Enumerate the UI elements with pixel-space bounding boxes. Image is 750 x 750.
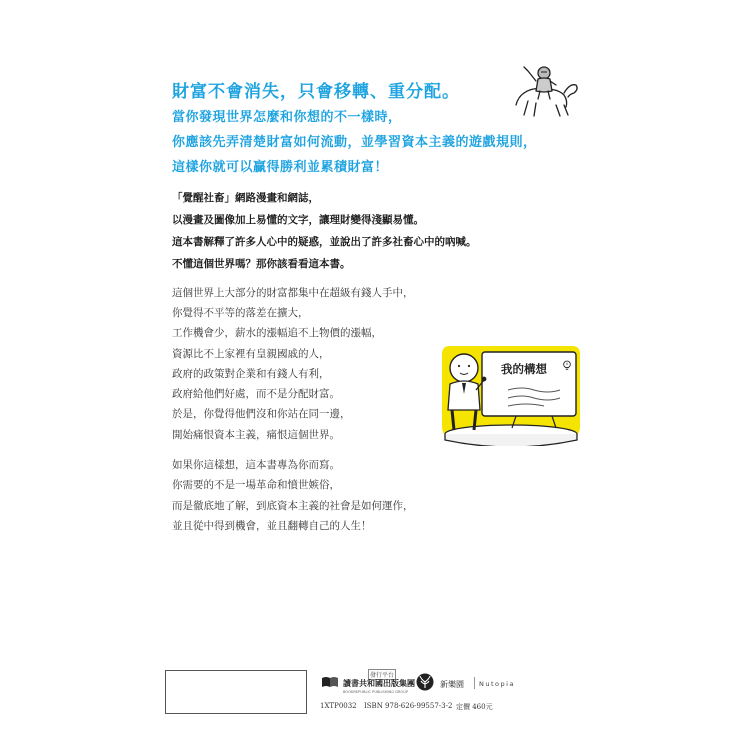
intro-line: 「覺醒社畜」網路漫畫和網誌， [172, 192, 319, 204]
body-line: 於是，你覺得他們沒和你站在同一邊， [172, 408, 351, 420]
knight-on-horse-illustration [510, 63, 580, 118]
intro-line: 這本書解釋了許多人心中的疑惑，並說出了許多社畜心中的吶喊。 [172, 236, 477, 248]
subheading-line: 當你發現世界怎麼和你想的不一樣時， [172, 110, 402, 125]
imprint-english-name: Nutopia [479, 680, 515, 688]
publisher-name: 讀書共和國出版集團 [343, 678, 415, 688]
subheading-line: 這樣你就可以贏得勝利並累積財富！ [172, 160, 389, 175]
body-line: 工作機會少，薪水的漲幅追不上物價的漲幅， [172, 327, 382, 339]
isbn: ISBN 978-626-99557-3-2 [364, 702, 453, 710]
nutopia-logo-icon [416, 673, 434, 691]
product-code: 1XTP0032 [320, 702, 357, 710]
body-line: 而是徹底地了解，到底資本主義的社會是如何運作， [172, 500, 414, 512]
barcode-placeholder-box [165, 670, 307, 714]
body-line: 資源比不上家裡有皇親國戚的人， [172, 348, 330, 360]
lightbulb-icon [562, 360, 572, 372]
body-line: 政府的政策對企業和有錢人有利， [172, 368, 330, 380]
body-line: 開始痛恨資本主義，痛恨這個世界。 [172, 429, 340, 441]
publisher-english-name: BOOKREPUBLIC PUBLISHING GROUP [343, 690, 409, 694]
headline: 財富不會消失，只會移轉、重分配。 [172, 82, 460, 102]
body-line: 你需要的不是一場革命和憤世嫉俗， [172, 479, 340, 491]
body-line: 並且從中得到機會，並且翻轉自己的人生！ [172, 520, 372, 532]
intro-line: 不懂這個世界嗎？那你該看看這本書。 [172, 258, 351, 270]
imprint-name: 新樂園 [440, 680, 464, 689]
presenter-illustration [436, 338, 586, 446]
body-line: 政府給他們好處，而不是分配財富。 [172, 388, 340, 400]
intro-line: 以漫畫及圖像加上易懂的文字，讓理財變得淺顯易懂。 [172, 214, 424, 226]
imprint-divider [474, 677, 475, 689]
publisher-tag: 發行平台 [368, 669, 396, 680]
price: 定價 460元 [456, 703, 493, 711]
subheading-line: 你應該先弄清楚財富如何流動，並學習資本主義的遊戲規則， [172, 135, 537, 150]
body-line: 這個世界上大部分的財富都集中在超級有錢人手中， [172, 287, 414, 299]
body-line: 你覺得不平等的落差在擴大， [172, 307, 309, 319]
publisher-logo-icon [320, 675, 340, 689]
body-line: 如果你這樣想，這本書專為你而寫。 [172, 459, 340, 471]
board-text: 我的構想 [501, 362, 547, 376]
